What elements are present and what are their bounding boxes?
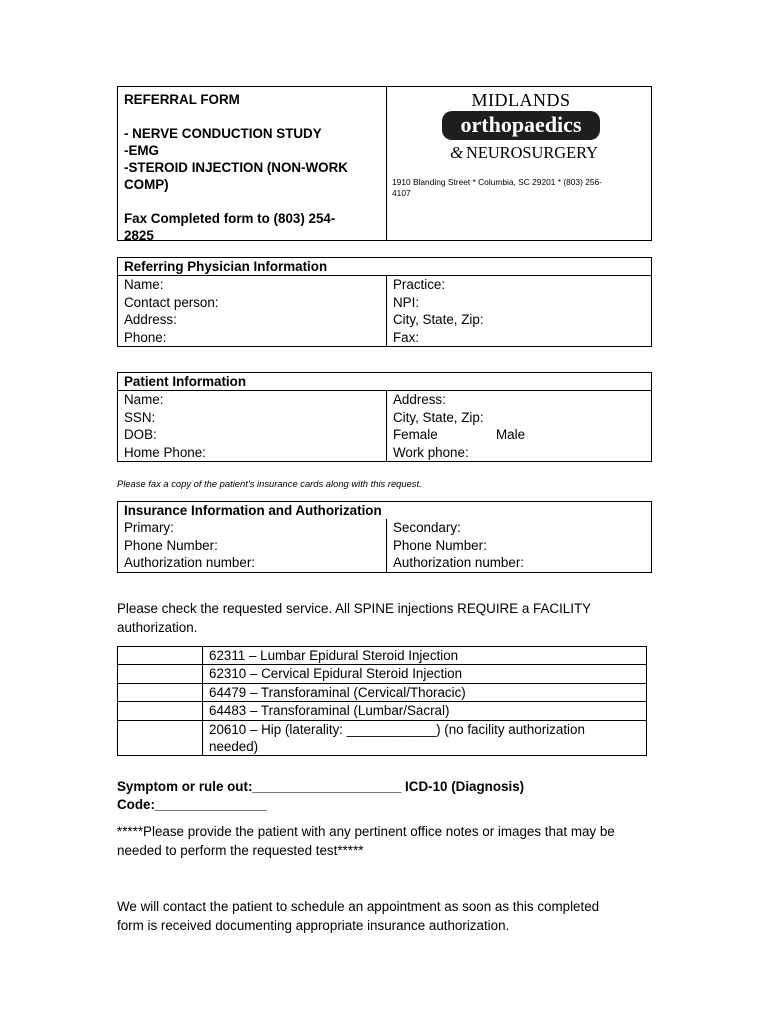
service-line: -EMG: [124, 143, 159, 158]
service-option: 64483 – Transforaminal (Lumbar/Sacral): [203, 702, 647, 720]
midlands-logo: [436, 92, 606, 166]
form-title: REFERRAL FORM: [124, 92, 240, 107]
logo-neurosurgery: NEUROSURGERY: [466, 143, 598, 162]
logo-ampersand: &: [450, 143, 464, 162]
service-line: -STEROID INJECTION (NON-WORK: [124, 160, 348, 175]
service-checkbox-cell[interactable]: [118, 665, 203, 683]
physician-fax-label[interactable]: Fax:: [387, 329, 652, 347]
patient-heading: Patient Information: [124, 374, 247, 389]
service-checkbox-cell[interactable]: [118, 647, 203, 665]
service-line: - NERVE CONDUCTION STUDY: [124, 126, 322, 141]
icd-code-line: Code:_______________: [117, 797, 267, 812]
service-option-hip: [203, 720, 647, 756]
services-table: [117, 646, 647, 756]
hip-line: 20610 – Hip (laterality: ____________) (no facility authorization: [209, 721, 585, 737]
service-checkbox-cell[interactable]: [118, 683, 203, 701]
service-checkbox-cell[interactable]: [118, 720, 203, 756]
insurance-fax-note: Please fax a copy of the patient’s insurance cards along with this request.: [117, 478, 422, 489]
logo-midlands: MIDLANDS: [471, 92, 571, 110]
address-line: 1910 Blanding Street * Columbia, SC 29201 * (803) 256-: [392, 177, 602, 187]
patient-dob-label[interactable]: DOB:: [124, 427, 157, 443]
logo-orthopaedics: orthopaedics: [460, 112, 582, 137]
secondary-label[interactable]: Secondary:: [387, 519, 652, 536]
physician-city-label[interactable]: City, State, Zip:: [387, 311, 652, 328]
secondary-auth-label[interactable]: Authorization number:: [387, 554, 652, 572]
insurance-table: [117, 501, 652, 573]
contact-statement: [117, 897, 662, 936]
practice-address: [392, 177, 647, 199]
service-option: 64479 – Transforaminal (Cervical/Thoracic): [203, 683, 647, 701]
physician-phone-label[interactable]: Phone:: [124, 329, 167, 345]
physician-table: [117, 257, 652, 347]
patient-ssn-label[interactable]: SSN:: [124, 409, 156, 425]
fax-line: 2825: [124, 228, 154, 243]
contact-line: We will contact the patient to schedule an appointment as soon as this completed: [117, 899, 600, 914]
patient-city-label[interactable]: City, State, Zip:: [387, 409, 652, 426]
service-instructions: [117, 599, 657, 637]
contact-line: form is received documenting appropriate insurance authorization.: [117, 918, 510, 934]
physician-practice-label[interactable]: Practice:: [387, 276, 652, 294]
patient-sex-cell: [387, 426, 652, 443]
patient-name-label[interactable]: Name:: [118, 391, 387, 409]
service-checkbox-cell[interactable]: [118, 702, 203, 720]
insurance-heading: Insurance Information and Authorization: [124, 503, 382, 518]
service-line: COMP): [124, 177, 169, 192]
female-option[interactable]: Female: [393, 427, 438, 443]
service-option: 62311 – Lumbar Epidural Steroid Injection: [203, 647, 647, 665]
patient-table: [117, 372, 652, 462]
notes-line: *****Please provide the patient with any pertinent office notes or images that may be: [117, 824, 615, 839]
header-divider: [386, 87, 387, 240]
physician-heading: Referring Physician Information: [124, 259, 328, 274]
symptom-field[interactable]: [117, 778, 577, 814]
address-line: 4107: [392, 188, 411, 198]
service-option: 62310 – Cervical Epidural Steroid Injection: [203, 665, 647, 683]
male-option[interactable]: Male: [496, 427, 526, 443]
hip-line: needed): [209, 739, 259, 755]
patient-work-phone-label[interactable]: Work phone:: [387, 444, 652, 462]
primary-auth-label[interactable]: Authorization number:: [124, 555, 256, 571]
header-left: [124, 91, 379, 244]
primary-phone-label[interactable]: Phone Number:: [124, 537, 218, 553]
primary-label[interactable]: Primary:: [124, 520, 174, 536]
symptom-line: Symptom or rule out:____________________ ICD-10 (Diagnosis): [117, 779, 525, 794]
physician-contact-label[interactable]: Contact person:: [124, 294, 219, 310]
patient-address-label[interactable]: Address:: [387, 391, 652, 409]
instruction-line: Please check the requested service. All SPINE injections REQUIRE a FACILITY: [117, 601, 592, 616]
header-box: [117, 86, 652, 241]
physician-npi-label[interactable]: NPI:: [387, 294, 652, 311]
physician-name-label[interactable]: Name:: [118, 276, 387, 294]
notes-line: needed to perform the requested test*****: [117, 843, 364, 859]
physician-address-label[interactable]: Address:: [124, 312, 177, 328]
secondary-phone-label[interactable]: Phone Number:: [387, 537, 652, 554]
patient-home-phone-label[interactable]: Home Phone:: [124, 444, 206, 460]
instruction-line: authorization.: [117, 620, 198, 635]
notes-instruction: [117, 822, 662, 861]
fax-line: Fax Completed form to (803) 254-: [124, 211, 336, 226]
